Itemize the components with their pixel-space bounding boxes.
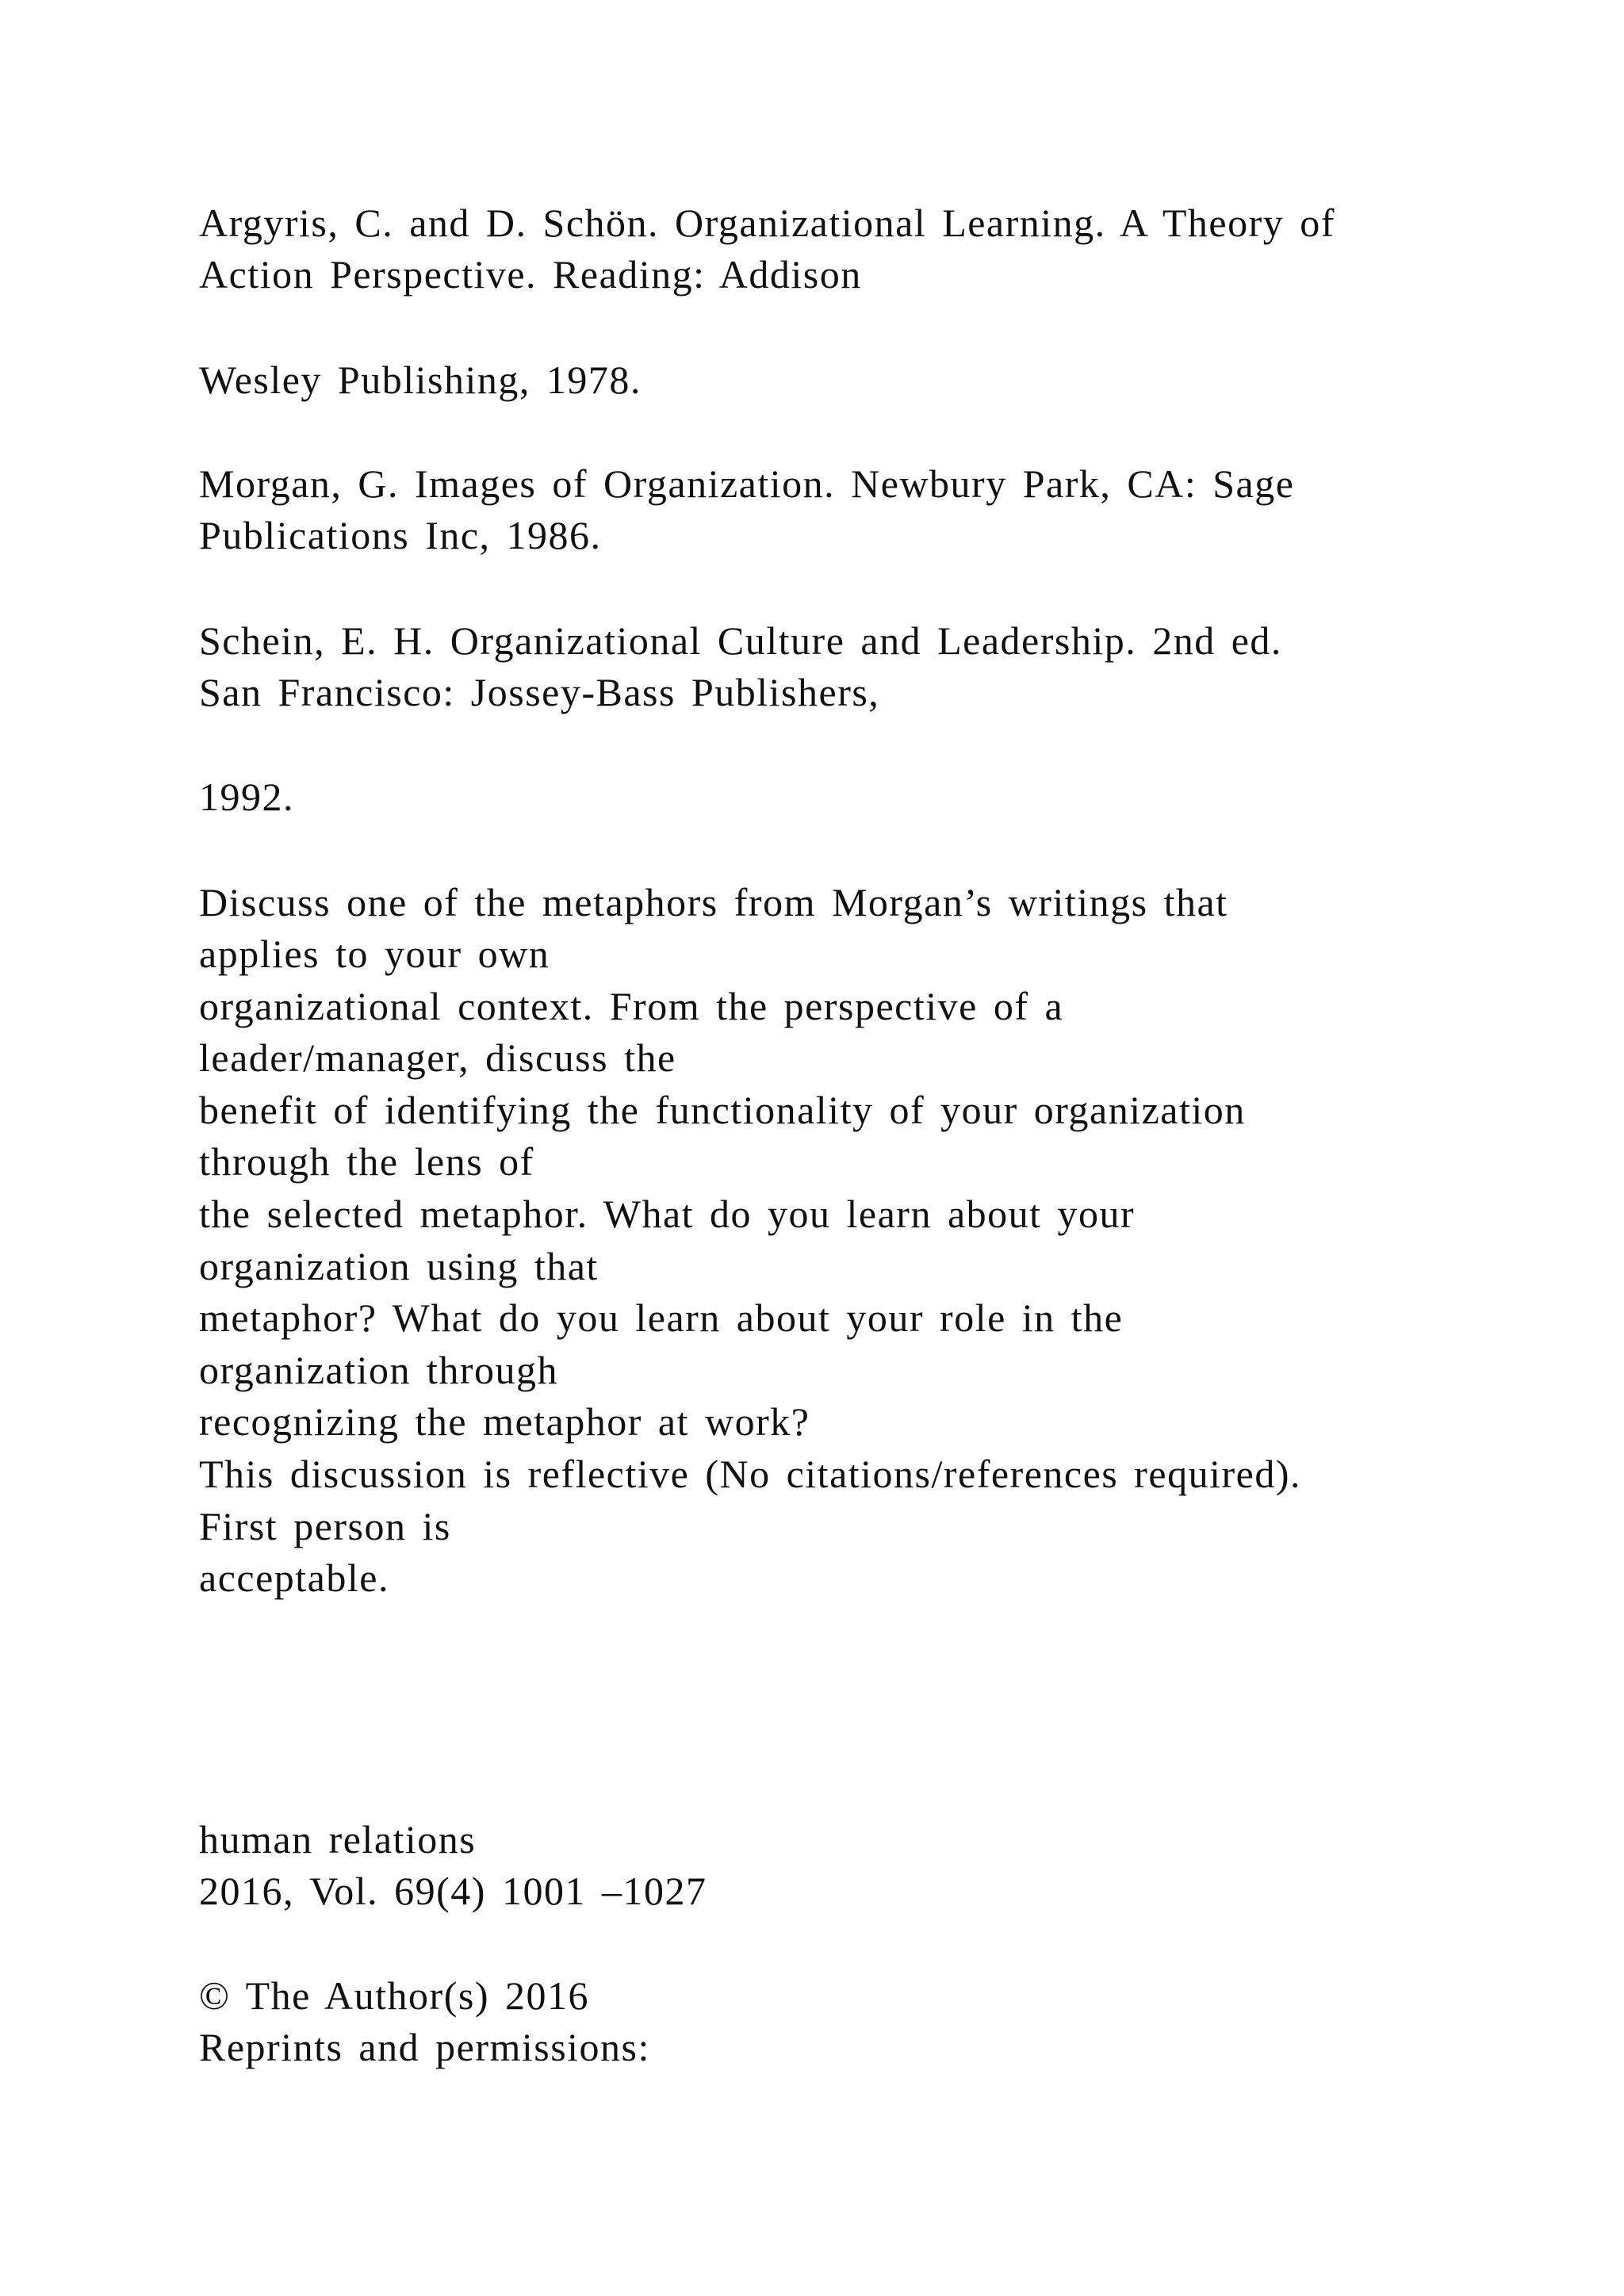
copyright-line: © The Author(s) 2016	[199, 1973, 589, 2018]
reference-morgan-line-2: Publications Inc, 1986.	[199, 513, 602, 557]
prompt-line: organization using that	[199, 1244, 599, 1288]
prompt-line: Discuss one of the metaphors from Morgan’s writings that	[199, 880, 1228, 924]
reference-schein-line-2: San Francisco: Jossey-Bass Publishers,	[199, 670, 880, 714]
reference-schein-line-3: 1992.	[199, 775, 294, 819]
reference-argyris-line-1: Argyris, C. and D. Schön. Organizational Learning. A Theory of	[199, 201, 1335, 245]
prompt-line: leader/manager, discuss the	[199, 1035, 676, 1080]
reference-schein-line-1: Schein, E. H. Organizational Culture and Leadership. 2nd ed.	[199, 618, 1282, 663]
journal-name: human relations	[199, 1817, 477, 1862]
reference-morgan-line-1: Morgan, G. Images of Organization. Newbury Park, CA: Sage	[199, 461, 1295, 506]
journal-volume-line: 2016, Vol. 69(4) 1001 –1027	[199, 1869, 707, 1913]
prompt-line: First person is	[199, 1504, 451, 1548]
prompt-line: organizational context. From the perspective of a	[199, 984, 1064, 1028]
reference-argyris-line-2: Action Perspective. Reading: Addison	[199, 252, 862, 297]
prompt-line: metaphor? What do you learn about your role in the	[199, 1295, 1124, 1340]
prompt-line: through the lens of	[199, 1139, 534, 1184]
prompt-line: This discussion is reflective (No citations/references required).	[199, 1452, 1301, 1496]
reprints-line: Reprints and permissions:	[199, 2025, 650, 2069]
prompt-line: organization through	[199, 1348, 559, 1392]
prompt-line: acceptable.	[199, 1556, 389, 1600]
prompt-line: benefit of identifying the functionality of your organization	[199, 1088, 1246, 1132]
prompt-line: applies to your own	[199, 932, 550, 976]
prompt-line: the selected metaphor. What do you learn about your	[199, 1192, 1136, 1236]
reference-argyris-line-3: Wesley Publishing, 1978.	[199, 358, 642, 402]
prompt-line: recognizing the metaphor at work?	[199, 1399, 810, 1444]
